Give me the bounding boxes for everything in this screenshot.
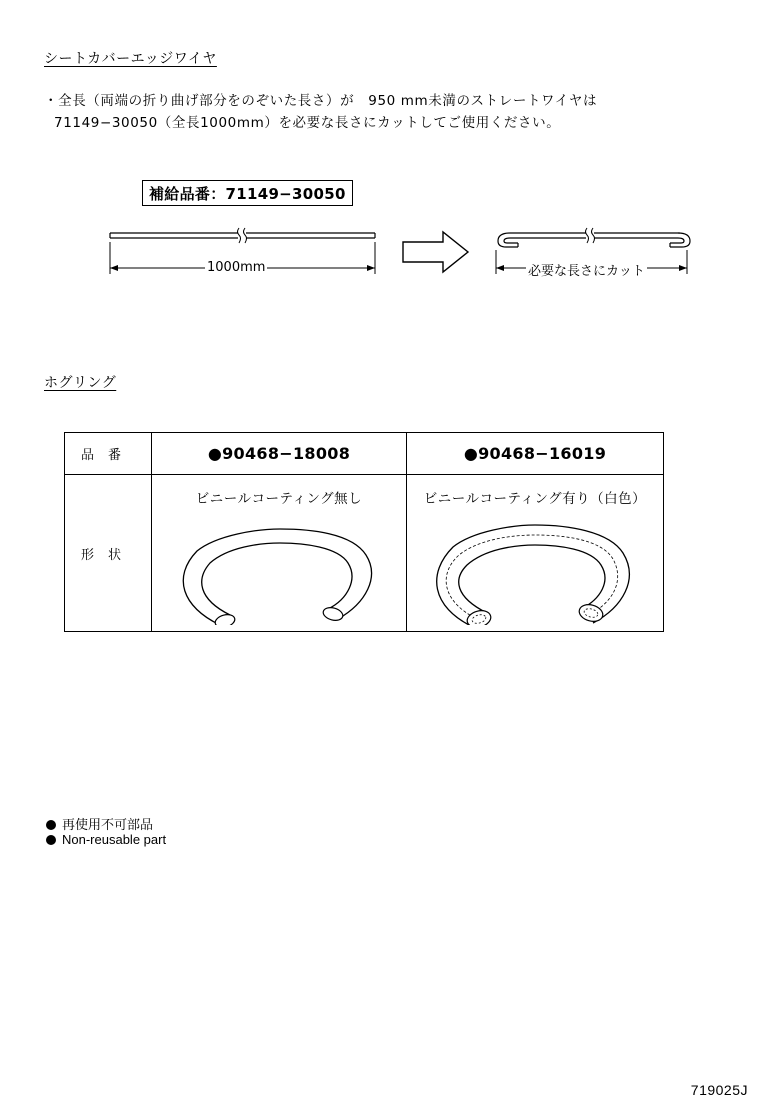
part-number-header: 品番: [65, 433, 152, 475]
caption-uncoated: ビニールコーティング無し: [195, 491, 363, 507]
bullet-dot-icon: [46, 835, 56, 845]
cut-wire-drawing: [498, 228, 690, 247]
dimension-label-cut: 必要な長さにカット: [526, 260, 647, 279]
note-line-1: ・全長（両端の折り曲げ部分をのぞいた長さ）が 950 mm未満のストレートワイヤは: [44, 93, 598, 109]
figure-code: 719025J: [690, 1082, 748, 1098]
note-line-2: 71149−30050（全長1000mm）を必要な長さにカットしてご使用ください。: [54, 115, 561, 131]
supply-part-number-box: 補給品番：71149−30050: [142, 180, 353, 206]
hog-ring-uncoated-drawing: [152, 507, 406, 625]
hog-ring-coated-drawing: [407, 507, 663, 625]
shape-cell-uncoated: [152, 475, 407, 632]
hog-ring-table: [64, 432, 664, 632]
arrow-right-icon: [403, 232, 468, 272]
part-number-1: ●90468−18008: [152, 433, 407, 475]
straight-wire-drawing: [110, 228, 375, 243]
dimension-label-1000mm: 1000mm: [207, 260, 266, 275]
shape-cell-coated: [407, 475, 664, 632]
legend-jp: [46, 814, 153, 833]
shape-header: 形状: [65, 475, 152, 632]
legend-en-text: Non-reusable part: [62, 832, 167, 847]
section-heading-hog-ring: ホグリング: [44, 375, 117, 391]
legend-en: [46, 832, 166, 847]
caption-coated: ビニールコーティング有り（白色）: [423, 491, 647, 507]
section-heading-edge-wire: シートカバーエッジワイヤ: [44, 51, 217, 67]
bullet-dot-icon: [46, 820, 56, 830]
part-number-2: ●90468−16019: [407, 433, 664, 475]
legend-jp-text: 再使用不可部品: [62, 817, 154, 832]
